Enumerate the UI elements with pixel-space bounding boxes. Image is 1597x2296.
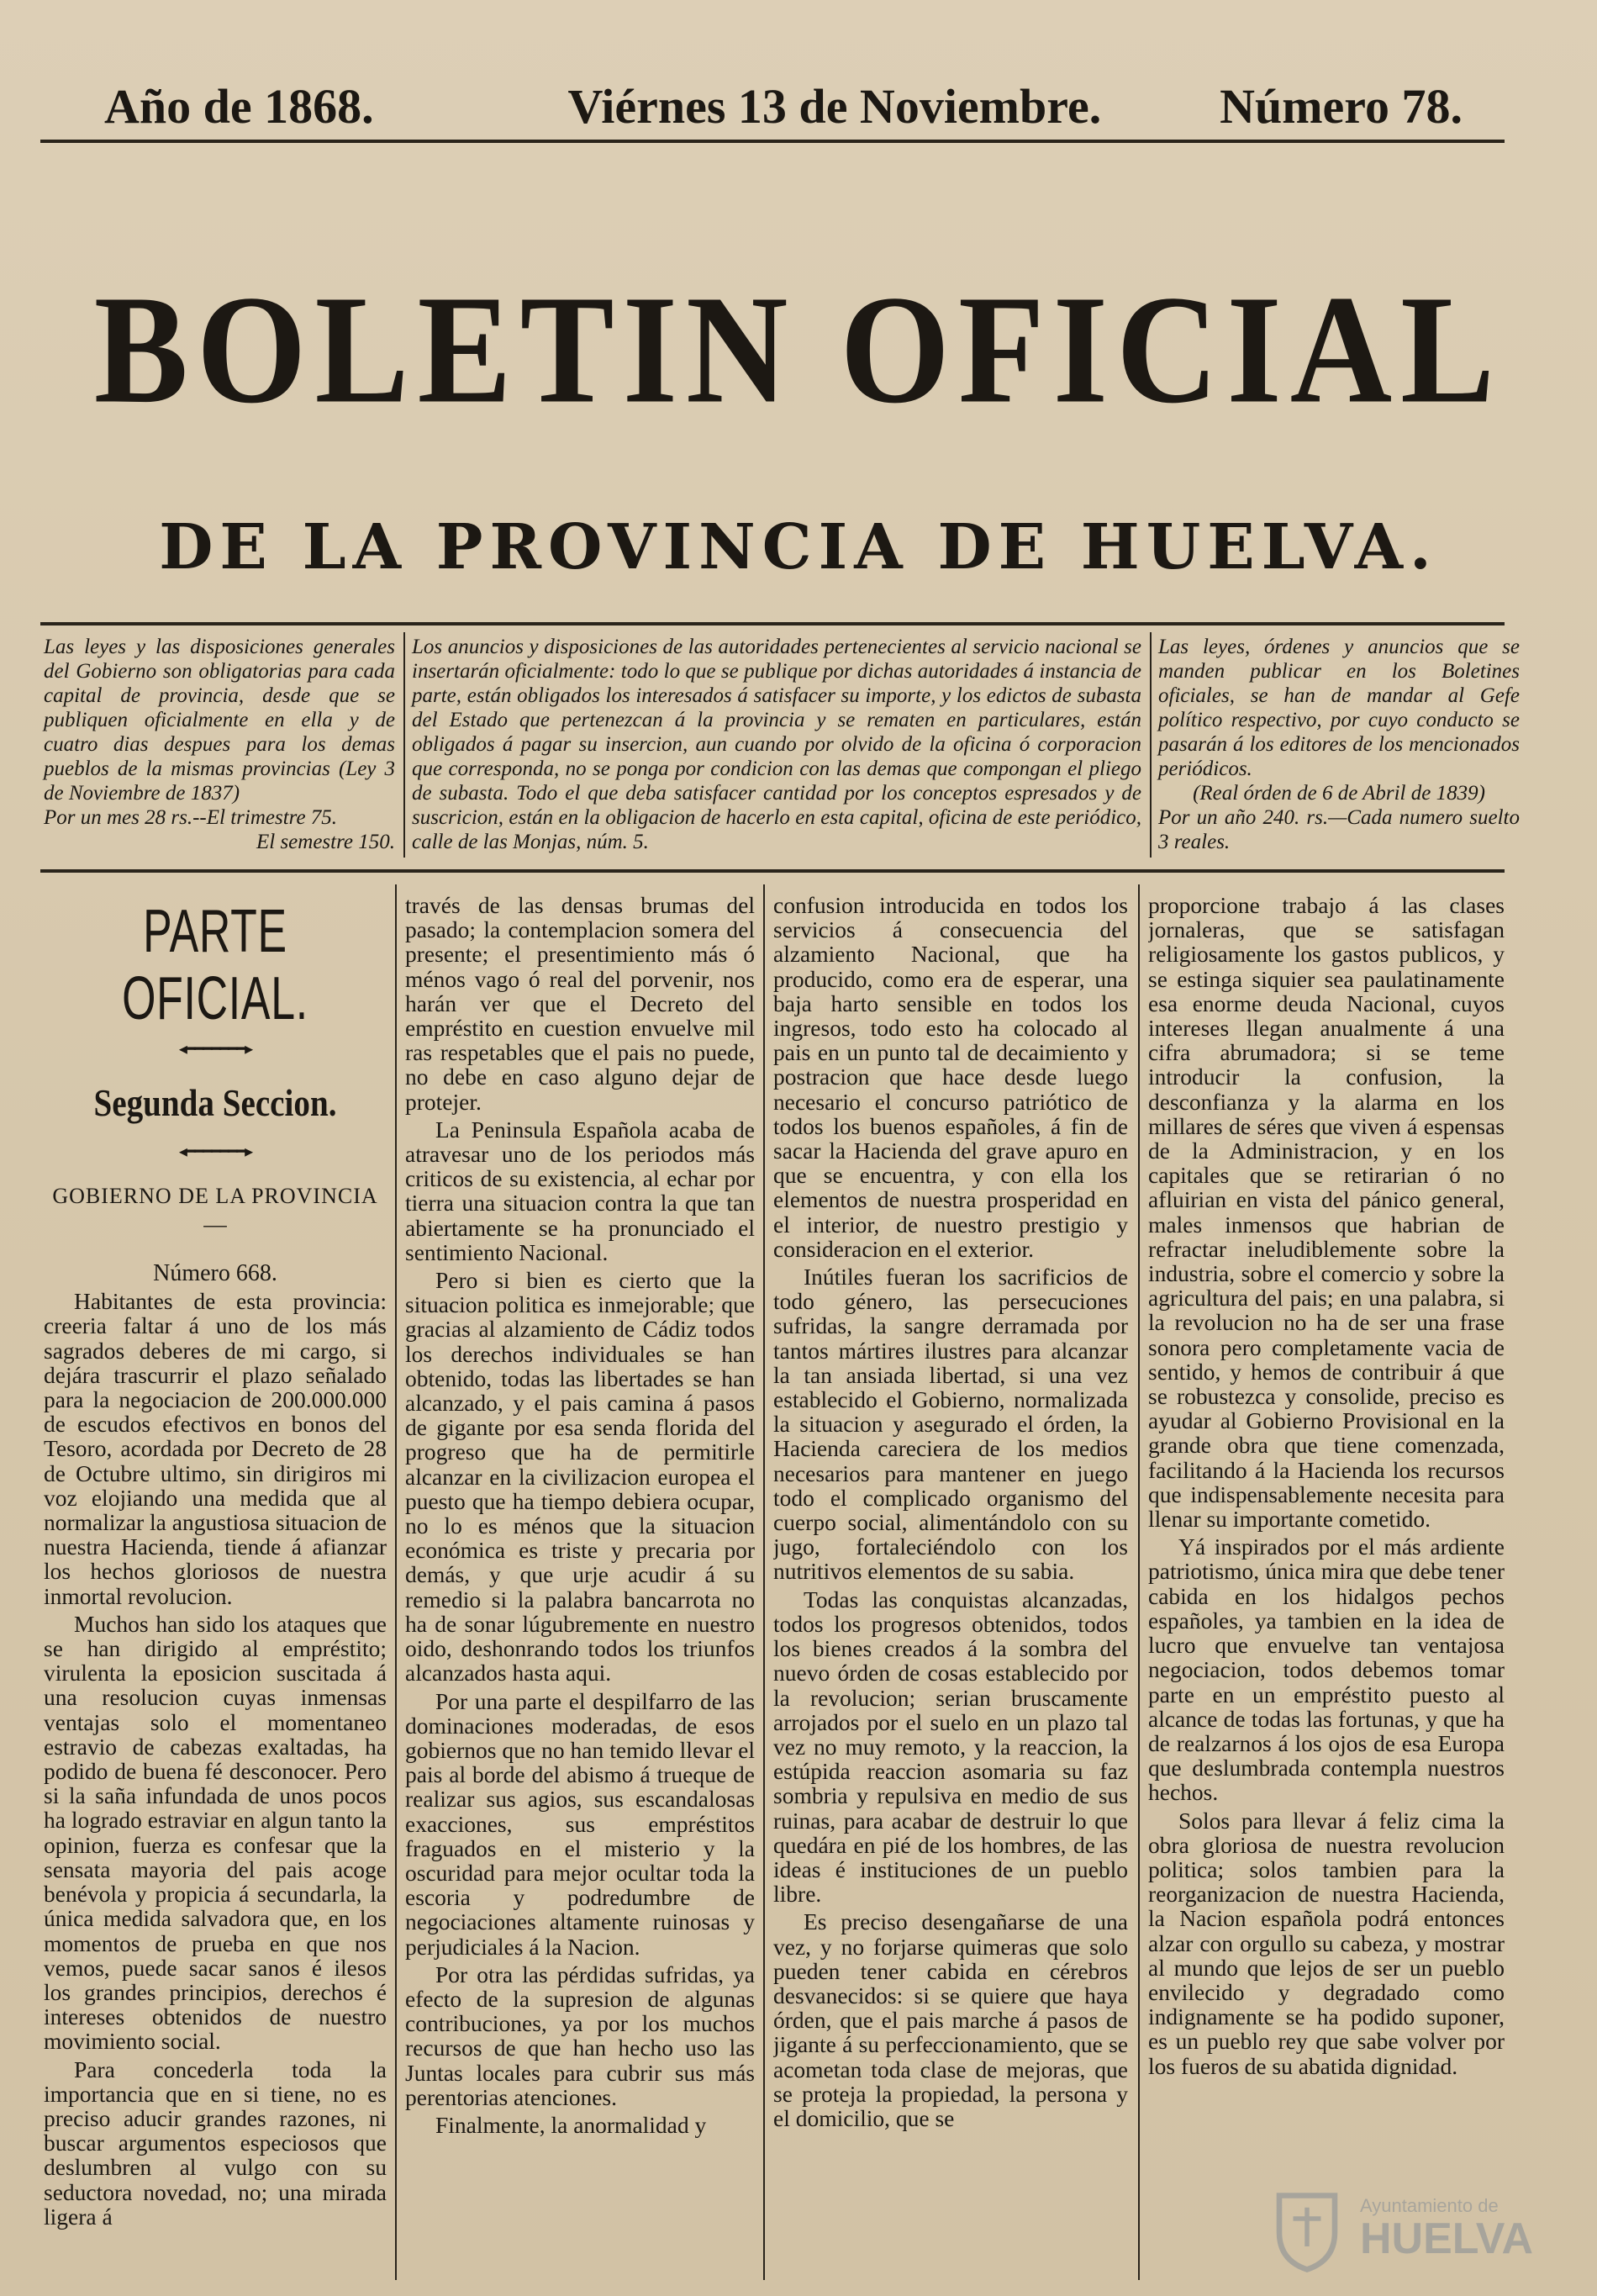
column-4 (1148, 893, 1505, 2280)
paragraph: Finalmente, la anormalidad y (435, 2111, 707, 2138)
paragraph: Yá inspirados por el más ardiente patriotismo, única mira que debe tener cabida en los hidalgos pechos españoles, ya tambien en la idea de lucro que envuelve tan ventajosa negociacion, todos debemos tomar parte en un empréstito puesto al alcance de todas las fortunas, y que ha de realzarnos á los ojos de esa Europa que deslumbrada contempla nuestros hechos. (1148, 1533, 1505, 1806)
issue-year: Año de 1868. (104, 78, 374, 134)
masthead-line (40, 74, 1505, 138)
paragraph: Por otra las pérdidas sufridas, ya efecto de la supresion de algunas contribuciones, ya por los muchos recursos de que han hecho uso las Juntas locales para cubrir sus más perentorias atenciones. (405, 1961, 755, 2110)
paragraph: Por una parte el despilfarro de las dominaciones moderadas, de esos gobiernos que no han temido llevar el pais al borde del abismo á trueque de realizar sus agios, sus escandalosas exacciones, sus empréstitos fraguados en el misterio y la oscuridad para mejor ocultar toda la escoria y podredumbre de negociaciones altamente ruinosas y perjudiciales á la Nacion. (405, 1687, 755, 1960)
column-3 (773, 893, 1128, 2280)
info-left (44, 635, 395, 855)
section-heading: Segunda Seccion. (93, 1081, 337, 1125)
info-right-order: (Real órden de 6 de Abril de 1839) (1193, 782, 1485, 805)
paragraph: través de las densas brumas del pasado; la contemplacion somera del presente; el presentimiento más ó ménos vago ó real del porvenir, nos harán ver que el Decreto del empréstito en cuestion envuelve mil ras respetables que el pais no puede, no debe en caso alguno dejar de protejer. (405, 893, 755, 1115)
paragraph: Es preciso desengañarse de una vez, y no forjarse quimeras que solo pueden tener cabida en cérebros desvanecidos: si se quiere que haya órden, que el pais marche á pasos de jigante á su perfeccionamiento, que se acometan toda clase de mejoras, que se proteja la propiedad, la persona y el domicilio, que se (773, 1908, 1128, 2131)
coat-of-arms-icon (1261, 2182, 1353, 2274)
decree-number: Número 668. (153, 1260, 277, 1287)
info-right-text: Las leyes, órdenes y anuncios que se manden publicar en los Boletines oficiales, se han de mandar al Gefe político respectivo, por cuyo conducto se pasarán á los editores de los mencionados periódicos. (1158, 636, 1520, 780)
paragraph: Pero si bien es cierto que la situacion politica es inmejorable; que gracias al alzamiento de Cádiz todos los derechos individuales se han obtenido, todas las libertades se han alcanzado, y el pais camina á pasos de gigante por esa senda florida del progreso que ha de permitirle alcanzar en la civilizacion europea el puesto que ha tiempo debiera ocupar, no lo es ménos que la situacion económica es triste y precaria por demás, y que urje acudir á su remedio si la palabra bancarrota no ha de sonar lúgubremente en nuestro oido, deshonrando todos los triunfos alcanzados hasta aqui. (405, 1267, 755, 1686)
issue-date: Viérnes 13 de Noviembre. (567, 78, 1102, 134)
paragraph: Muchos han sido los ataques que se han dirigido al empréstito; virulenta la eposicion suscitada á una resolucion cuyas inmensas ventajas solo el momentaneo estravio de cabezas exaltadas, ha podido de buena fé desconocer. Pero si la saña infundada de unos pocos ha logrado estraviar en algun tanto la opinion, fuerza es confesar que la sensata mayoria del pais acoge benévola y propicia á secundarla, la única medida salvadora que, en los momentos de prueba en que nos vemos, puede sacar sanos é ilesos los grandes principios, derechos é intereses obtenidos de nuestro movimiento social. (44, 1610, 387, 2055)
info-divider-2 (1150, 632, 1152, 858)
column-1 (44, 893, 387, 2280)
issue-number: Número 78. (1220, 78, 1463, 134)
newspaper-title: BOLETIN OFICIAL (93, 263, 1504, 436)
info-center (412, 635, 1141, 855)
column-divider-2 (763, 884, 765, 2280)
archive-watermark (1261, 2177, 1538, 2278)
watermark-text (1360, 2195, 1533, 2261)
info-left-text: Las leyes y las disposiciones generales del Gobierno son obligatorias para cada capital de provincia, desde que se publiquen oficialmente en ella y de cuatro dias despues para los demas pueblos de la mismas provincias (Ley 3 de Noviembre de 1837) (44, 636, 395, 805)
ornament: ◂━━━━━━━▸ (178, 1040, 252, 1058)
paragraph: La Peninsula Española acaba de atravesar uno de los periodos más criticos de su existencia, al echar por tierra una situacion contra la que tan abiertamente se ha pronunciado el sentimiento Nacional. (405, 1116, 755, 1265)
info-divider-1 (403, 632, 405, 858)
paragraph: confusion introducida en todos los servicios á consecuencia del alzamiento Nacional, que ha producido, como era de esperar, una baja harto sensible en todos los ingresos, todo esto ha colocado al pais en un punto tal de decaimiento y postracion que hace desde luego necesario el concurso patriótico de todos los buenos españoles, á fin de sacar la Hacienda del grave apuro en que se encuentra, y con ella los elementos de nuestra prosperidad en el interior, de nuestro prestigio y consideracion en el exterior. (773, 893, 1128, 1262)
paragraph: Todas las conquistas alcanzadas, todos los progresos obtenidos, todos los bienes creados á la sombra del nuevo órden de cosas establecido por la revolucion; serian bruscamente arrojados por el suelo en un plazo tal vez no muy remoto, y la reaccion, la estúpida reaccion asomaria su faz sombria y repulsiva en medio de sus ruinas, para acabar de destruir lo que quedára en pié de los hombres, de las ideas é instituciones de un pueblo libre. (773, 1586, 1128, 1908)
watermark-line-2: HUELVA (1360, 2214, 1534, 2263)
column-divider-3 (1138, 884, 1140, 2280)
paragraph: Habitantes de esta provincia: creeria faltar á uno de los más sagrados deberes de mi cargo, si dejára trascurrir el plazo señalado para la negociacion de 200.000.000 de escudos efectivos en bonos del Tesoro, acordada por Decreto de 28 de Octubre ultimo, sin dirigiros mi voz elojiando una medida que al normalizar la angustiosa situacion de nuestra Hacienda, tiende á afianzar los hechos gloriosos de nuestra inmortal revolucion. (44, 1288, 387, 1609)
paragraph: proporcione trabajo á las clases jornaleras, que se satisfagan religiosamente los gastos publicos, y se estinga siquier sea paulatinamente esa enorme deuda Nacional, cuyos intereses llegan anualmente á una cifra abrumadora; si se teme introducir la confusion, la desconfianza y la alarma en los millares de séres que viven á espensas de la Administracion, y en los capitales que se retirarian ó no afluirian en vista del pánico general, males inmensos que habrian de refractar ineludiblemente sobre la industria, sobre el comercio y sobre la agricultura del pais; en una palabra, si la revolucion no ha de ser una frase sonora pero completamente vacia de sentido, y hemos de contribuir á que se robustezca y consolide, preciso es ayudar al Gobierno Provisional en la grande obra que tiene comenzada, facilitando á la Hacienda los recursos que indispensablemente necesita para llenar su importante cometido. (1148, 893, 1505, 1533)
info-right (1158, 635, 1520, 855)
column-divider-1 (395, 884, 397, 2280)
info-center-text: Los anuncios y disposiciones de las autoridades pertenecientes al servicio nacional se insertarán oficialmente: todo lo que se publique por dichas autoridades á instancia de parte, están obligados los interesados á satisfacer su importe, y los edictos de subasta del Estado que pertenezcan á la provincia y se rematen en particulares, están obligados á pagar su insercion, aun cuando por olvido de la oficina ó corporacion que corresponda, no se ponga por condicion con las demas que compongan el pliego de subasta. Todo el que deba satisfacer cantidad por los conceptos espresados y de suscricion, están en la obligacion de hacerlo en esta capital, oficina de este periódico, calle de las Monjas, núm. 5. (412, 636, 1141, 853)
gobierno-heading: GOBIERNO DE LA PROVINCIA (52, 1183, 378, 1208)
info-top-rule (40, 622, 1505, 625)
paragraph: Para concederla toda la importancia que en si tiene, no es preciso aducir grandes razones, ni buscar argumentos especiosos que deslumbren al vulgo con su seductora novedad, no; una mirada ligera á (44, 2056, 387, 2230)
info-bottom-rule (40, 869, 1505, 873)
header-rule (40, 140, 1505, 143)
watermark-line-1: Ayuntamiento de (1360, 2195, 1499, 2216)
parte-oficial-heading: PARTE OFICIAL. (122, 898, 308, 1032)
paragraph: Inútiles fueran los sacrificios de todo género, las persecuciones sufridas, la sangre derramada por tantos mártires ilustres para alcanzar la tan ansiada libertad, si una vez establecido el Gobierno, normalizada la situacion y asegurado el órden, la Hacienda careciera de los medios necesarios para mantener en juego todo el complicado organismo del cuerpo social, alimentándolo con su jugo, fortaleciéndolo con los nutritivos elementos de su sabia. (773, 1264, 1128, 1585)
newspaper-subtitle: DE LA PROVINCIA DE HUELVA. (159, 511, 1438, 583)
info-left-prices-2: El semestre 150. (256, 831, 395, 853)
ornament: ◂━━━━━━━▸ (178, 1143, 252, 1162)
info-right-prices: Por un año 240. rs.—Cada numero suelto 3 reales. (1158, 806, 1520, 853)
paragraph: Solos para llevar á feliz cima la obra gloriosa de nuestra revolucion politica; solos tambien para la reorganizacion de nuestra Hacienda, la Nacion española podrá entonces alzar con orgullo su cabeza, y mostrar al mundo que lejos de ser un pueblo envilecido y degradado como indignamente se ha podido suponer, es un pueblo rey que sabe volver por los fueros de su abatida dignidad. (1148, 1807, 1505, 2079)
info-left-prices-1: Por un mes 28 rs.--El trimestre 75. (44, 806, 338, 829)
divider-dash: — (203, 1210, 227, 1237)
column-2 (405, 893, 755, 2280)
